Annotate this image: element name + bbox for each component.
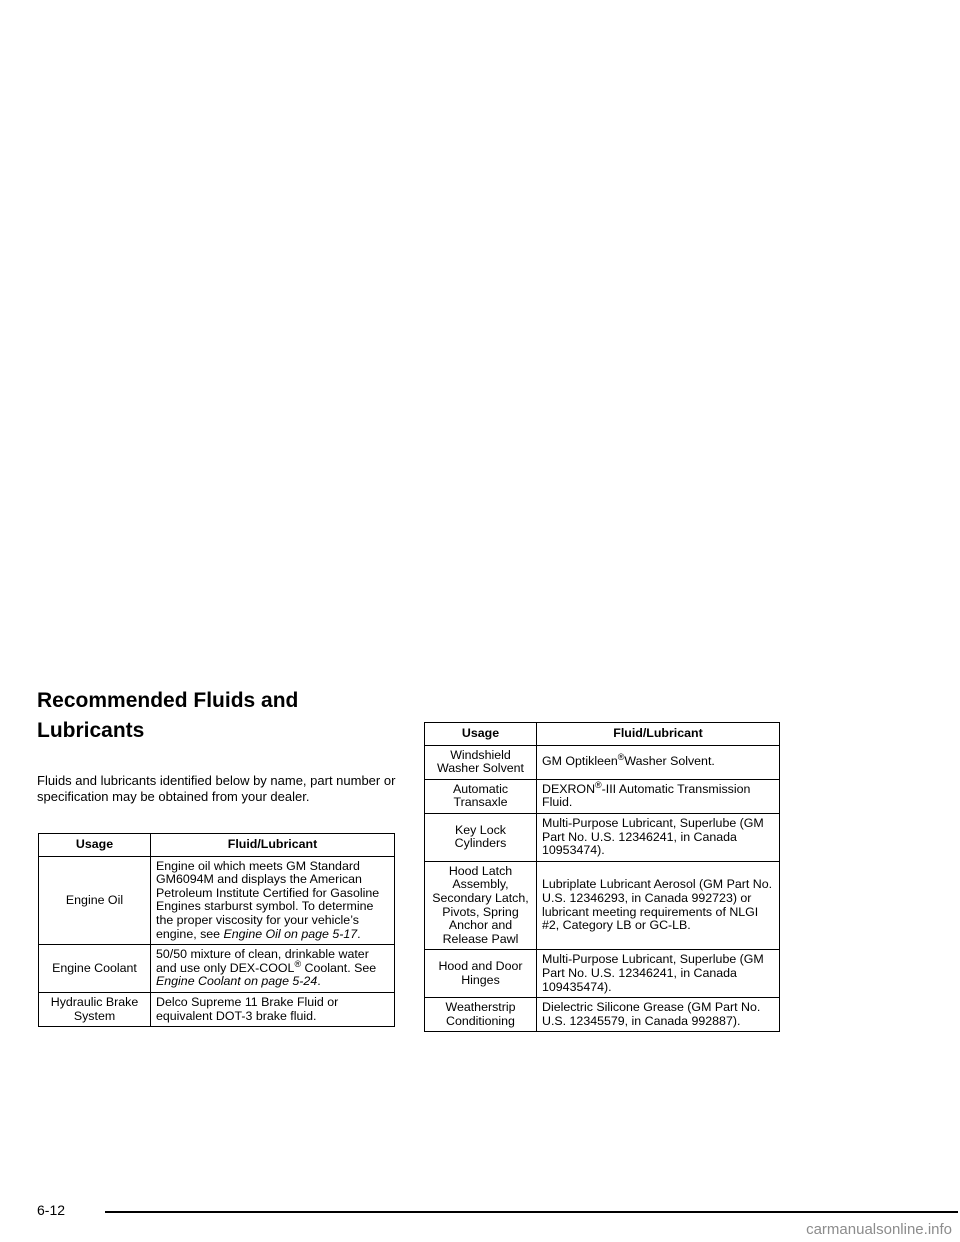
fluid-text: DEXRON	[542, 781, 596, 796]
fluid-text-end: .	[317, 974, 321, 989]
fluids-table-right	[424, 722, 780, 1032]
registered-mark: ®	[595, 779, 602, 790]
usage-cell: Engine Oil	[39, 856, 151, 945]
fluid-cell	[151, 945, 395, 993]
footer-divider	[105, 1211, 958, 1213]
usage-cell: Hood Latch Assembly, Secondary Latch, Pivots, Spring Anchor and Release Pawl	[425, 861, 537, 950]
cross-reference-link[interactable]: Engine Coolant on page 5-24	[156, 974, 318, 989]
fluid-text-end: Washer Solvent.	[624, 754, 715, 769]
usage-cell: Hood and Door Hinges	[425, 950, 537, 998]
fluid-cell: Multi-Purpose Lubricant, Superlube (GM Part No. U.S. 12346241, in Canada 109435474).	[537, 950, 780, 998]
header-usage: Usage	[425, 723, 537, 746]
fluid-text: GM Optikleen	[542, 754, 618, 769]
section-title-line1: Recommended Fluids and	[37, 689, 299, 712]
table-row	[425, 813, 780, 861]
header-fluid: Fluid/Lubricant	[151, 834, 395, 857]
table-row	[39, 992, 395, 1026]
fluid-text-mid: Coolant. See	[301, 960, 377, 975]
fluid-text-end: -III Automatic Transmission Fluid.	[542, 781, 751, 810]
usage-cell: Engine Coolant	[39, 945, 151, 993]
section-title	[37, 686, 397, 746]
usage-cell: Key Lock Cylinders	[425, 813, 537, 861]
usage-cell: Hydraulic Brake System	[39, 992, 151, 1026]
cross-reference-link[interactable]: Engine Oil on page 5-17	[223, 926, 358, 941]
fluid-cell: Delco Supreme 11 Brake Fluid or equivalent DOT-3 brake fluid.	[151, 992, 395, 1026]
page-number: 6-12	[37, 1202, 66, 1218]
table-row	[425, 779, 780, 813]
registered-mark: ®	[617, 752, 625, 763]
table-header-row	[39, 834, 395, 857]
table-row	[425, 861, 780, 950]
fluid-cell: Multi-Purpose Lubricant, Superlube (GM Part No. U.S. 12346241, in Canada 10953474).	[537, 813, 780, 861]
fluid-cell: Dielectric Silicone Grease (GM Part No. U.S. 12345579, in Canada 992887).	[537, 998, 780, 1032]
table-row	[425, 950, 780, 998]
section-title-line2: Lubricants	[37, 719, 145, 742]
intro-paragraph: Fluids and lubricants identified below by name, part number or specification may be obtained from your dealer.	[37, 773, 396, 804]
table-row	[425, 745, 780, 779]
fluid-text: Engine oil which meets GM Standard GM6094M and displays the American Petroleum Institute Certified for Gasoline Engines starburst symbol. To determine the proper viscosity for your vehicle’s engine, see	[156, 858, 380, 941]
header-usage: Usage	[39, 834, 151, 857]
usage-cell: Windshield Washer Solvent	[425, 745, 537, 779]
usage-cell: Automatic Transaxle	[425, 779, 537, 813]
table-header-row	[425, 723, 780, 746]
table-row	[39, 945, 395, 993]
watermark: carmanualsonline.info	[806, 1221, 952, 1238]
fluid-cell	[537, 779, 780, 813]
header-fluid: Fluid/Lubricant	[537, 723, 780, 746]
usage-cell: Weatherstrip Conditioning	[425, 998, 537, 1032]
table-row	[39, 856, 395, 945]
fluid-text: 50/50 mixture of clean, drinkable water and use only DEX-COOL	[156, 947, 369, 975]
fluids-table-left	[38, 833, 395, 1027]
fluid-cell	[151, 856, 395, 945]
fluid-cell: Lubriplate Lubricant Aerosol (GM Part No. U.S. 12346293, in Canada 992723) or lubricant meeting requirements of NLGI #2, Category LB or GC-LB.	[537, 861, 780, 950]
fluid-text-end: .	[357, 926, 361, 941]
registered-mark: ®	[294, 958, 302, 969]
fluid-cell	[537, 745, 780, 779]
table-row	[425, 998, 780, 1032]
